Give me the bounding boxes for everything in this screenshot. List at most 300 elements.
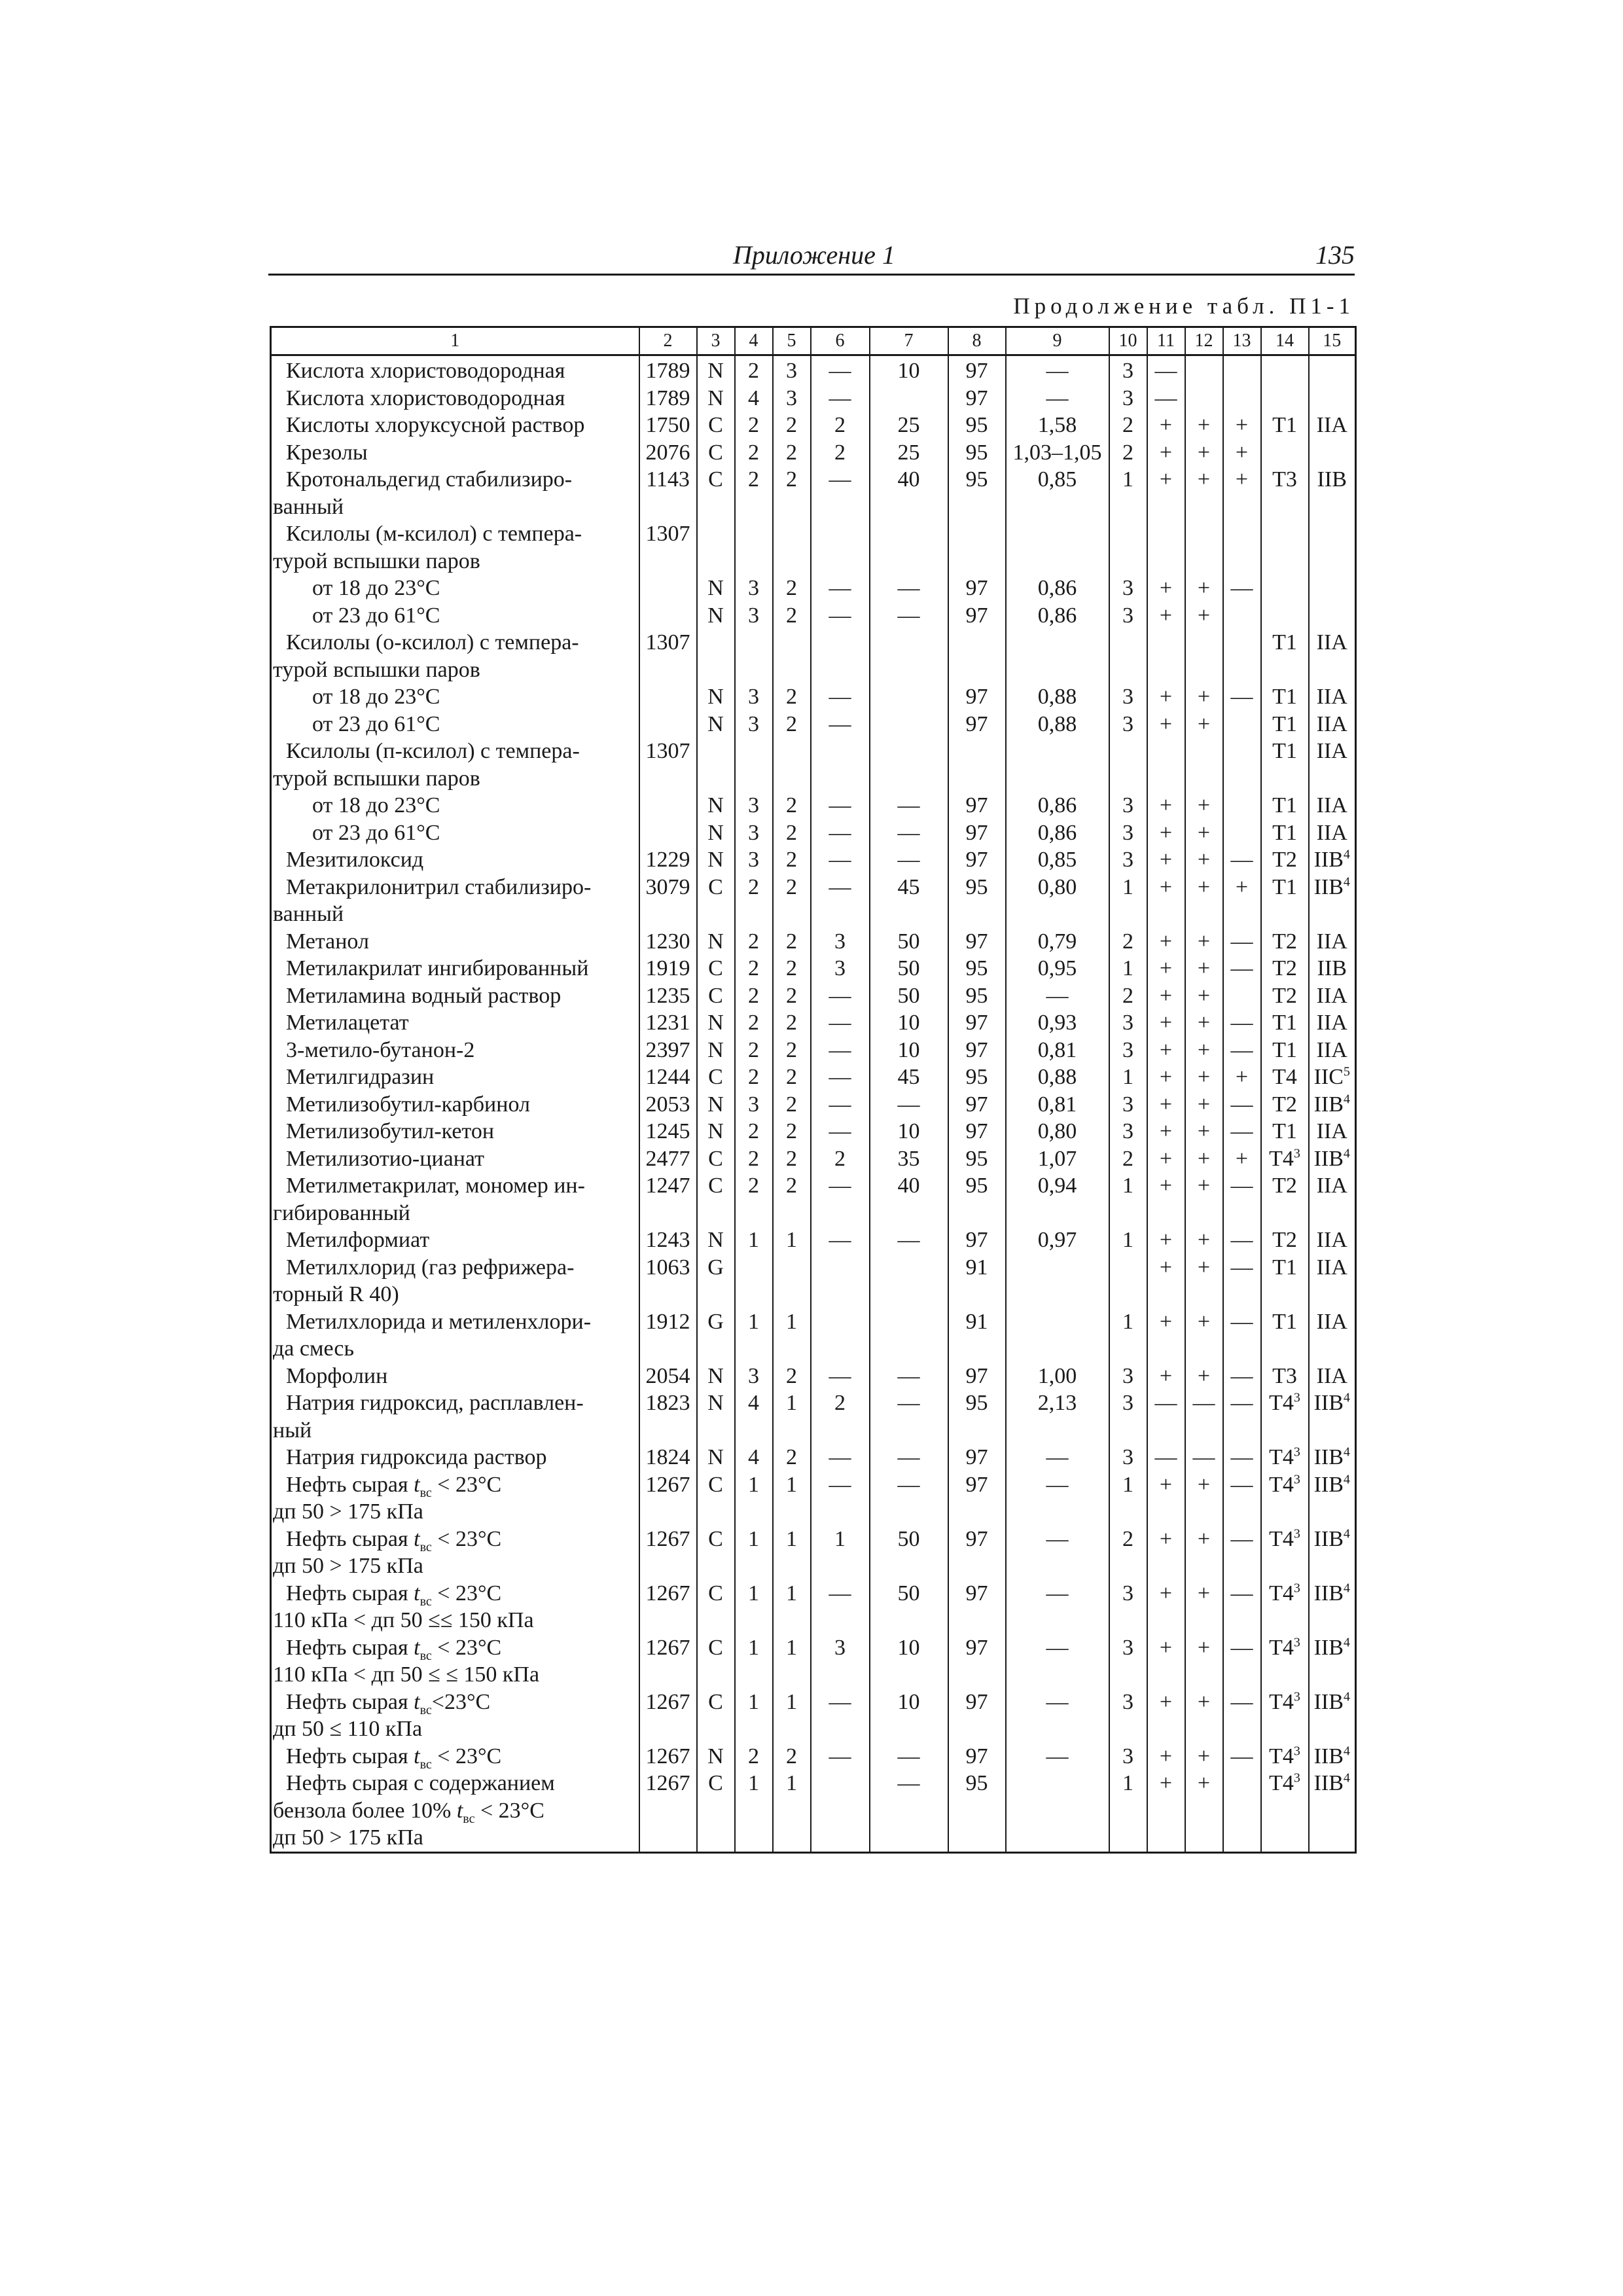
name-line: Кротональдегид стабилизиро-: [286, 467, 573, 492]
cell-col-7: —: [870, 1390, 948, 1444]
cell-col-9: 0,85: [1006, 466, 1109, 520]
cell-col-8: [948, 738, 1006, 792]
cell-col-6: [811, 1308, 870, 1363]
substance-name: [271, 385, 639, 412]
cell-col-8: 95: [948, 1390, 1006, 1444]
cell-col-9: —: [1006, 1634, 1109, 1689]
table-row: [271, 683, 1356, 711]
cell-col-2: 1231: [639, 1009, 697, 1037]
name-line: Метиламина водный раствор: [286, 983, 562, 1008]
cell-col-5: 2: [773, 1118, 811, 1145]
column-header-8: 8: [948, 327, 1006, 355]
cell-col-8: 97: [948, 1634, 1006, 1689]
cell-col-5: 1: [773, 1526, 811, 1580]
cell-col-8: 97: [948, 819, 1006, 847]
cell-col-7: 50: [870, 928, 948, 956]
cell-col-14: $T4^3$: [1261, 1145, 1309, 1173]
substance-name: [271, 1172, 639, 1227]
cell-col-4: 2: [735, 928, 773, 956]
cell-col-4: 2: [735, 1172, 773, 1227]
table-row: [271, 629, 1356, 683]
name-line: турой вспышки паров: [273, 657, 480, 682]
cell-col-6: [811, 738, 870, 792]
cell-col-12: [1185, 520, 1223, 575]
cell-col-13: [1223, 520, 1261, 575]
cell-col-11: [1147, 629, 1185, 683]
cell-col-2: 2053: [639, 1091, 697, 1119]
page-header: [268, 240, 1355, 276]
cell-col-3: C: [697, 982, 735, 1010]
cell-col-7: —: [870, 819, 948, 847]
cell-col-3: C: [697, 1580, 735, 1634]
cell-col-11: [1147, 738, 1185, 792]
cell-col-9: [1006, 1308, 1109, 1363]
cell-col-4: 3: [735, 711, 773, 738]
cell-col-10: 2: [1109, 439, 1147, 467]
cell-col-3: G: [697, 1254, 735, 1308]
name-line: Нефть сырая $t_{вс}<23^\circ C$: [286, 1689, 491, 1717]
cell-col-4: [735, 520, 773, 575]
cell-col-2: [639, 819, 697, 847]
cell-col-15: IIA: [1309, 1308, 1356, 1363]
cell-col-3: C: [697, 1064, 735, 1091]
cell-col-7: 45: [870, 874, 948, 928]
cell-col-6: —: [811, 466, 870, 520]
cell-col-5: 1: [773, 1471, 811, 1526]
table-row: [271, 1145, 1356, 1173]
substance-name: [271, 982, 639, 1010]
cell-col-7: —: [870, 602, 948, 630]
name-line: дп 50 > 175 кПа: [273, 1554, 423, 1578]
table-row: [271, 1009, 1356, 1037]
cell-col-14: T1: [1261, 1037, 1309, 1064]
cell-col-3: N: [697, 385, 735, 412]
substance-name: [271, 819, 639, 847]
substance-name: [271, 1743, 639, 1770]
cell-col-5: 1: [773, 1689, 811, 1743]
cell-col-15: IIB$^4$: [1309, 1444, 1356, 1471]
cell-col-7: —: [870, 1743, 948, 1770]
cell-col-8: 97: [948, 1009, 1006, 1037]
cell-col-5: 1: [773, 1308, 811, 1363]
cell-col-10: 2: [1109, 1526, 1147, 1580]
cell-col-4: 1: [735, 1634, 773, 1689]
cell-col-9: 0,86: [1006, 602, 1109, 630]
column-header-12: 12: [1185, 327, 1223, 355]
cell-col-7: 10: [870, 1689, 948, 1743]
cell-col-9: 0,86: [1006, 575, 1109, 602]
cell-col-5: 2: [773, 412, 811, 439]
cell-col-2: 1267: [639, 1634, 697, 1689]
cell-col-12: +: [1185, 1254, 1223, 1308]
cell-col-7: 10: [870, 1037, 948, 1064]
cell-col-15: [1309, 439, 1356, 467]
cell-col-14: $T4^3$: [1261, 1471, 1309, 1526]
cell-col-7: 40: [870, 466, 948, 520]
cell-col-6: —: [811, 1444, 870, 1471]
name-line: Нефть сырая $t_{вс} < 23^\circ C$: [286, 1526, 502, 1554]
cell-col-5: 2: [773, 955, 811, 982]
cell-col-13: +: [1223, 439, 1261, 467]
cell-col-6: [811, 629, 870, 683]
cell-col-9: 1,03–1,05: [1006, 439, 1109, 467]
cell-col-11: +: [1147, 1471, 1185, 1526]
cell-col-10: 3: [1109, 683, 1147, 711]
cell-col-3: C: [697, 1689, 735, 1743]
cell-col-12: [1185, 385, 1223, 412]
cell-col-10: [1109, 738, 1147, 792]
cell-col-4: 1: [735, 1227, 773, 1254]
cell-col-13: —: [1223, 955, 1261, 982]
cell-col-2: [639, 602, 697, 630]
cell-col-8: 97: [948, 928, 1006, 956]
cell-col-15: IIB$^4$: [1309, 1743, 1356, 1770]
cell-col-12: +: [1185, 1689, 1223, 1743]
cell-col-15: IIB$^4$: [1309, 1145, 1356, 1173]
cell-col-9: 1,00: [1006, 1363, 1109, 1390]
cell-col-3: N: [697, 1118, 735, 1145]
cell-col-8: 91: [948, 1308, 1006, 1363]
cell-col-2: 1307: [639, 629, 697, 683]
cell-col-4: 3: [735, 602, 773, 630]
table-row: [271, 1689, 1356, 1743]
cell-col-7: 50: [870, 1526, 948, 1580]
cell-col-9: 0,88: [1006, 683, 1109, 711]
cell-col-4: 2: [735, 982, 773, 1010]
cell-col-13: —: [1223, 1009, 1261, 1037]
cell-col-10: 3: [1109, 1118, 1147, 1145]
cell-col-6: —: [811, 846, 870, 874]
cell-col-2: 1267: [639, 1580, 697, 1634]
cell-col-7: —: [870, 792, 948, 819]
cell-col-2: 1789: [639, 355, 697, 385]
substance-name: [271, 602, 639, 630]
cell-col-9: 0,81: [1006, 1091, 1109, 1119]
cell-col-13: [1223, 738, 1261, 792]
cell-col-11: —: [1147, 1390, 1185, 1444]
cell-col-14: T2: [1261, 955, 1309, 982]
cell-col-6: 2: [811, 412, 870, 439]
cell-col-5: [773, 520, 811, 575]
cell-col-12: +: [1185, 683, 1223, 711]
substance-name: [271, 928, 639, 956]
table-row: [271, 520, 1356, 575]
name-line: от 18 до 23°C: [312, 576, 440, 600]
name-line: Кислота хлористоводородная: [286, 386, 565, 410]
cell-col-3: C: [697, 1770, 735, 1852]
cell-col-2: 1235: [639, 982, 697, 1010]
cell-col-6: [811, 1770, 870, 1852]
cell-col-8: 97: [948, 1037, 1006, 1064]
cell-col-15: IIA: [1309, 711, 1356, 738]
cell-col-11: +: [1147, 1770, 1185, 1852]
substance-name: [271, 846, 639, 874]
cell-col-5: [773, 1254, 811, 1308]
cell-col-14: T1: [1261, 683, 1309, 711]
cell-col-15: IIB: [1309, 955, 1356, 982]
cell-col-10: 3: [1109, 846, 1147, 874]
cell-col-10: 3: [1109, 355, 1147, 385]
cell-col-11: +: [1147, 1009, 1185, 1037]
cell-col-11: +: [1147, 575, 1185, 602]
cell-col-8: 95: [948, 1770, 1006, 1852]
name-line: Кислоты хлоруксусной раствор: [286, 413, 585, 437]
table-row: [271, 874, 1356, 928]
cell-col-6: —: [811, 874, 870, 928]
cell-col-6: —: [811, 385, 870, 412]
cell-col-3: C: [697, 1172, 735, 1227]
name-line: от 23 до 61°C: [312, 603, 440, 628]
cell-col-12: +: [1185, 1227, 1223, 1254]
substance-name: [271, 1064, 639, 1091]
table-row: [271, 1634, 1356, 1689]
cell-col-7: 10: [870, 1009, 948, 1037]
cell-col-12: +: [1185, 1145, 1223, 1173]
cell-col-9: —: [1006, 1689, 1109, 1743]
cell-col-9: —: [1006, 1444, 1109, 1471]
cell-col-10: 3: [1109, 711, 1147, 738]
cell-col-2: [639, 711, 697, 738]
cell-col-15: IIA: [1309, 1227, 1356, 1254]
cell-col-7: 50: [870, 982, 948, 1010]
cell-col-9: —: [1006, 355, 1109, 385]
cell-col-11: [1147, 520, 1185, 575]
cell-col-11: +: [1147, 683, 1185, 711]
table-row: [271, 1172, 1356, 1227]
cell-col-7: 50: [870, 955, 948, 982]
cell-col-10: 3: [1109, 1363, 1147, 1390]
name-line: 110 кПа < дп 50 ≤≤ 150 кПа: [273, 1608, 534, 1632]
substance-name: [271, 1634, 639, 1689]
cell-col-3: N: [697, 683, 735, 711]
cell-col-9: 0,93: [1006, 1009, 1109, 1037]
cell-col-11: +: [1147, 602, 1185, 630]
cell-col-14: T1: [1261, 874, 1309, 928]
cell-col-13: [1223, 602, 1261, 630]
cell-col-11: +: [1147, 955, 1185, 982]
cell-col-4: 1: [735, 1689, 773, 1743]
cell-col-3: N: [697, 355, 735, 385]
cell-col-7: —: [870, 1770, 948, 1852]
cell-col-7: [870, 738, 948, 792]
cell-col-9: 0,88: [1006, 1064, 1109, 1091]
cell-col-12: +: [1185, 1037, 1223, 1064]
cell-col-15: IIA: [1309, 629, 1356, 683]
cell-col-3: C: [697, 466, 735, 520]
cell-col-13: —: [1223, 1743, 1261, 1770]
cell-col-2: 1912: [639, 1308, 697, 1363]
cell-col-2: [639, 575, 697, 602]
cell-col-13: —: [1223, 1227, 1261, 1254]
cell-col-2: 1750: [639, 412, 697, 439]
cell-col-4: 1: [735, 1308, 773, 1363]
cell-col-14: T1: [1261, 1118, 1309, 1145]
cell-col-5: 2: [773, 1363, 811, 1390]
substance-name: [271, 412, 639, 439]
name-line: дп 50 ≤ 110 кПа: [273, 1717, 423, 1741]
cell-col-7: —: [870, 1471, 948, 1526]
cell-col-9: 0,80: [1006, 1118, 1109, 1145]
name-line: турой вспышки паров: [273, 548, 480, 573]
cell-col-8: 91: [948, 1254, 1006, 1308]
cell-col-5: 2: [773, 1091, 811, 1119]
cell-col-7: —: [870, 1091, 948, 1119]
cell-col-12: +: [1185, 1064, 1223, 1091]
cell-col-2: 1247: [639, 1172, 697, 1227]
column-header-3: 3: [697, 327, 735, 355]
cell-col-6: —: [811, 1689, 870, 1743]
cell-col-15: IIA: [1309, 1037, 1356, 1064]
cell-col-14: T1: [1261, 1308, 1309, 1363]
substance-name: [271, 575, 639, 602]
table-body: [271, 355, 1356, 1853]
cell-col-12: +: [1185, 1172, 1223, 1227]
cell-col-6: —: [811, 1064, 870, 1091]
substance-name: [271, 1118, 639, 1145]
cell-col-7: 35: [870, 1145, 948, 1173]
cell-col-8: 97: [948, 1118, 1006, 1145]
cell-col-11: +: [1147, 1743, 1185, 1770]
cell-col-10: 1: [1109, 466, 1147, 520]
name-line: Метилизобутил-кетон: [286, 1119, 495, 1143]
name-line: Метилформиат: [286, 1228, 430, 1252]
cell-col-7: —: [870, 1227, 948, 1254]
name-line: Морфолин: [286, 1363, 388, 1388]
cell-col-14: T3: [1261, 1363, 1309, 1390]
column-header-7: 7: [870, 327, 948, 355]
cell-col-7: 50: [870, 1580, 948, 1634]
name-line: дп 50 > 175 кПа: [273, 1499, 423, 1524]
cell-col-14: $T4^3$: [1261, 1444, 1309, 1471]
cell-col-4: 2: [735, 1118, 773, 1145]
name-line: турой вспышки паров: [273, 766, 480, 791]
cell-col-12: +: [1185, 466, 1223, 520]
cell-col-8: 97: [948, 683, 1006, 711]
cell-col-14: T2: [1261, 846, 1309, 874]
name-line: Метилизобутил-карбинол: [286, 1092, 530, 1117]
cell-col-11: —: [1147, 385, 1185, 412]
cell-col-7: [870, 520, 948, 575]
cell-col-12: +: [1185, 1743, 1223, 1770]
name-line: 110 кПа < дп 50 ≤ ≤ 150 кПа: [273, 1662, 540, 1687]
cell-col-3: N: [697, 819, 735, 847]
cell-col-4: 2: [735, 1064, 773, 1091]
cell-col-2: 2076: [639, 439, 697, 467]
cell-col-11: +: [1147, 1580, 1185, 1634]
substance-name: [271, 1254, 639, 1308]
column-header-9: 9: [1006, 327, 1109, 355]
cell-col-14: $T4^3$: [1261, 1580, 1309, 1634]
cell-col-8: 97: [948, 1363, 1006, 1390]
cell-col-9: 0,81: [1006, 1037, 1109, 1064]
cell-col-10: 3: [1109, 1037, 1147, 1064]
cell-col-9: 1,58: [1006, 412, 1109, 439]
table-row: [271, 575, 1356, 602]
table-row: [271, 1580, 1356, 1634]
cell-col-8: 97: [948, 711, 1006, 738]
cell-col-11: +: [1147, 1145, 1185, 1173]
cell-col-14: T2: [1261, 928, 1309, 956]
name-line: ванный: [273, 494, 344, 519]
cell-col-5: 3: [773, 355, 811, 385]
cell-col-6: —: [811, 819, 870, 847]
cell-col-7: 10: [870, 355, 948, 385]
cell-col-9: 0,85: [1006, 846, 1109, 874]
substance-name: [271, 1363, 639, 1390]
cell-col-11: +: [1147, 1308, 1185, 1363]
table-row: [271, 1308, 1356, 1363]
cell-col-5: 2: [773, 792, 811, 819]
name-line: Натрия гидроксида раствор: [286, 1445, 547, 1469]
cell-col-6: —: [811, 711, 870, 738]
substance-name: [271, 1037, 639, 1064]
table-row: [271, 955, 1356, 982]
cell-col-13: —: [1223, 1390, 1261, 1444]
cell-col-6: —: [811, 1363, 870, 1390]
cell-col-9: [1006, 738, 1109, 792]
cell-col-15: IIA: [1309, 982, 1356, 1010]
cell-col-15: [1309, 602, 1356, 630]
cell-col-8: 97: [948, 1227, 1006, 1254]
cell-col-2: 1823: [639, 1390, 697, 1444]
table-row: [271, 1227, 1356, 1254]
cell-col-3: C: [697, 412, 735, 439]
cell-col-2: [639, 683, 697, 711]
cell-col-8: [948, 629, 1006, 683]
cell-col-2: 1243: [639, 1227, 697, 1254]
cell-col-8: 95: [948, 1172, 1006, 1227]
cell-col-12: +: [1185, 1526, 1223, 1580]
cell-col-14: $T4^3$: [1261, 1689, 1309, 1743]
cell-col-7: 25: [870, 412, 948, 439]
cell-col-8: 97: [948, 1580, 1006, 1634]
cell-col-8: 95: [948, 1145, 1006, 1173]
substance-name: [271, 1526, 639, 1580]
cell-col-12: +: [1185, 846, 1223, 874]
cell-col-13: +: [1223, 874, 1261, 928]
cell-col-5: 2: [773, 846, 811, 874]
cell-col-5: 2: [773, 982, 811, 1010]
cell-col-7: 25: [870, 439, 948, 467]
cell-col-2: 3079: [639, 874, 697, 928]
cell-col-2: 1230: [639, 928, 697, 956]
cell-col-8: 95: [948, 412, 1006, 439]
cell-col-12: +: [1185, 602, 1223, 630]
cell-col-5: 2: [773, 1444, 811, 1471]
cell-col-3: N: [697, 1091, 735, 1119]
cell-col-3: N: [697, 1227, 735, 1254]
cell-col-10: [1109, 629, 1147, 683]
cell-col-14: $T4^3$: [1261, 1390, 1309, 1444]
cell-col-9: 0,80: [1006, 874, 1109, 928]
cell-col-13: —: [1223, 1471, 1261, 1526]
cell-col-9: 0,95: [1006, 955, 1109, 982]
cell-col-13: [1223, 711, 1261, 738]
cell-col-5: 1: [773, 1390, 811, 1444]
cell-col-2: 1244: [639, 1064, 697, 1091]
table-row: [271, 1526, 1356, 1580]
table-row: [271, 846, 1356, 874]
name-line: от 18 до 23°C: [312, 793, 440, 817]
cell-col-4: 2: [735, 412, 773, 439]
cell-col-14: T1: [1261, 711, 1309, 738]
column-header-5: 5: [773, 327, 811, 355]
name-line: ный: [273, 1418, 312, 1443]
cell-col-8: 95: [948, 1064, 1006, 1091]
cell-col-3: N: [697, 575, 735, 602]
table-row: [271, 1037, 1356, 1064]
cell-col-3: C: [697, 1634, 735, 1689]
